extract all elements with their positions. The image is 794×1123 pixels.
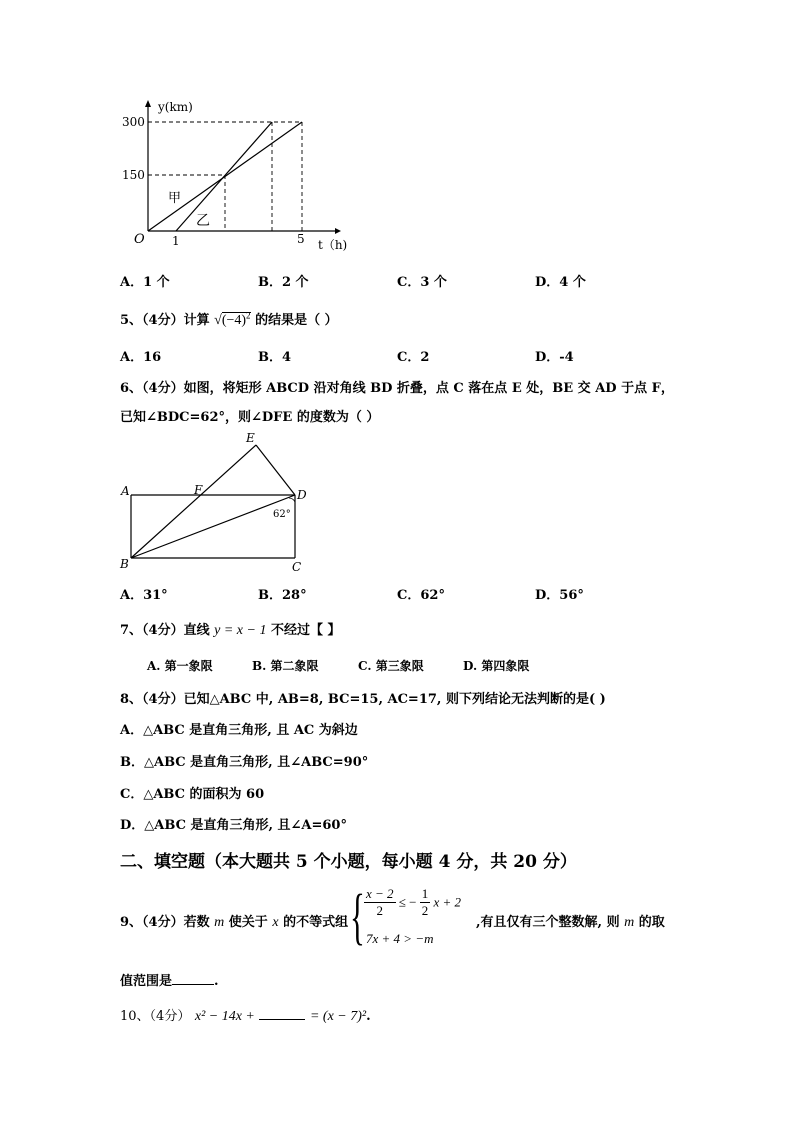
q8-option-d: D．△ABC 是直角三角形, 且∠A=60° bbox=[120, 818, 347, 833]
q4-option-a: A．1 个 bbox=[120, 275, 170, 290]
distance-time-graph bbox=[110, 95, 360, 255]
q10-prefix: 10、（4分） bbox=[120, 1009, 191, 1024]
q8-option-b: B．△ABC 是直角三角形, 且∠ABC=90° bbox=[120, 755, 369, 770]
q7-suffix: 不经过【 】 bbox=[270, 623, 341, 638]
x-tick-1: 1 bbox=[172, 234, 180, 248]
rectangle-fold-figure bbox=[118, 428, 318, 576]
q9-prefix-line bbox=[120, 911, 348, 931]
q9-ineq2: 7x + 4 > −m bbox=[366, 931, 434, 946]
y-tick-300: 300 bbox=[122, 115, 145, 129]
label-yi: 乙 bbox=[196, 213, 210, 229]
q9-mid2: 的不等式组 bbox=[283, 915, 349, 930]
q7-option-c: C. 第三象限 bbox=[358, 659, 424, 673]
q9-mid1: 使关于 bbox=[228, 915, 268, 930]
x-axis-label: t（h) bbox=[318, 238, 348, 252]
q9-ineq1 bbox=[364, 886, 461, 919]
q10-expr1: x² − 14x + bbox=[194, 1009, 255, 1024]
q5-option-a: A．16 bbox=[120, 350, 162, 365]
q7-prefix: 7、（4分）直线 bbox=[120, 623, 210, 638]
q6-option-c: C．62° bbox=[397, 588, 445, 603]
label-A: A bbox=[121, 484, 130, 498]
q9-ineq1-num: x − 2 bbox=[366, 886, 394, 901]
q6-option-a: A．31° bbox=[120, 588, 168, 603]
q10-blank[interactable] bbox=[259, 1007, 305, 1020]
label-C: C bbox=[292, 560, 302, 574]
line-jia bbox=[148, 122, 302, 231]
q6-line2: 已知∠BDC=62°，则∠DFE 的度数为（ ） bbox=[120, 410, 380, 425]
q9-var-x: x bbox=[272, 915, 279, 930]
q9-prefix: 9、（4分）若数 bbox=[120, 915, 210, 930]
q9-var-m: m bbox=[214, 915, 225, 930]
q9-line2-text: 值范围是 bbox=[120, 974, 173, 989]
q9-suffix2: 的取 bbox=[638, 915, 665, 930]
q7-option-b: B. 第二象限 bbox=[252, 659, 319, 673]
q9-ineq1-rel: ≤ − bbox=[398, 894, 417, 910]
q10-line: 10、（4分） x² − 14x + = (x − 7)². bbox=[120, 1009, 371, 1024]
q6-option-d: D．56° bbox=[535, 588, 584, 603]
label-angle: 62° bbox=[273, 509, 291, 520]
q5-number: 5、（4分）计算 bbox=[120, 313, 210, 328]
q5-sqrt: $√(-4)^2$ bbox=[214, 310, 251, 328]
q6-line1: 6、（4分）如图，将矩形 ABCD 沿对角线 BD 折叠，点 C 落在点 E 处，BE 交 AD 于点 F， bbox=[120, 381, 674, 396]
section-title: 二、填空题（本大题共 5 个小题，每小题 4 分，共 20 分） bbox=[120, 852, 577, 872]
q7-option-d: D. 第四象限 bbox=[463, 659, 530, 673]
q7-option-a: A. 第一象限 bbox=[147, 659, 213, 673]
q8-option-a: A．△ABC 是直角三角形, 且 AC 为斜边 bbox=[120, 723, 358, 738]
q4-option-c: C．3 个 bbox=[397, 275, 447, 290]
x-tick-5: 5 bbox=[297, 232, 305, 246]
label-D: D bbox=[297, 488, 307, 502]
q5-stem bbox=[120, 309, 338, 329]
q10-expr2: = (x − 7)² bbox=[309, 1009, 367, 1024]
q8-option-c: C．△ABC 的面积为 60 bbox=[120, 787, 265, 802]
q9-suffix1: ,有且仅有三个整数解, 则 bbox=[476, 915, 620, 930]
y-tick-150: 150 bbox=[122, 168, 145, 182]
q7-stem bbox=[120, 619, 341, 639]
label-jia: 甲 bbox=[168, 191, 182, 206]
line-yi bbox=[176, 122, 272, 231]
origin-label: O bbox=[134, 232, 145, 247]
label-F: F bbox=[194, 483, 203, 497]
q9-blank[interactable] bbox=[172, 972, 214, 985]
q7-equation: y = x − 1 bbox=[214, 623, 267, 638]
q5-option-b: B．4 bbox=[258, 350, 292, 365]
q4-option-d: D．4 个 bbox=[535, 275, 586, 290]
y-axis-label: y(km) bbox=[158, 100, 193, 114]
label-B: B bbox=[120, 557, 129, 571]
q9-suffix-line bbox=[476, 911, 665, 931]
q5-option-c: C．2 bbox=[397, 350, 430, 365]
q9-brace: { bbox=[350, 883, 365, 951]
q9-ineq1-tail: x + 2 bbox=[433, 894, 462, 910]
q9-frac-den: 2 bbox=[421, 903, 429, 918]
q5-tail: 的结果是（ ） bbox=[255, 313, 338, 328]
q9-var-m2: m bbox=[624, 915, 635, 930]
q4-option-b: B．2 个 bbox=[258, 275, 309, 290]
q9-line2: 值范围是 . bbox=[120, 974, 219, 989]
q9-ineq1-den: 2 bbox=[376, 903, 384, 918]
q6-option-b: B．28° bbox=[258, 588, 307, 603]
q9-frac-num: 1 bbox=[421, 886, 429, 901]
label-E: E bbox=[246, 431, 255, 445]
q8-stem: 8、（4分）已知△ABC 中, AB=8, BC=15, AC=17, 则下列结论无法判断的是( ) bbox=[120, 692, 606, 707]
q5-option-d: D．-4 bbox=[535, 350, 574, 365]
